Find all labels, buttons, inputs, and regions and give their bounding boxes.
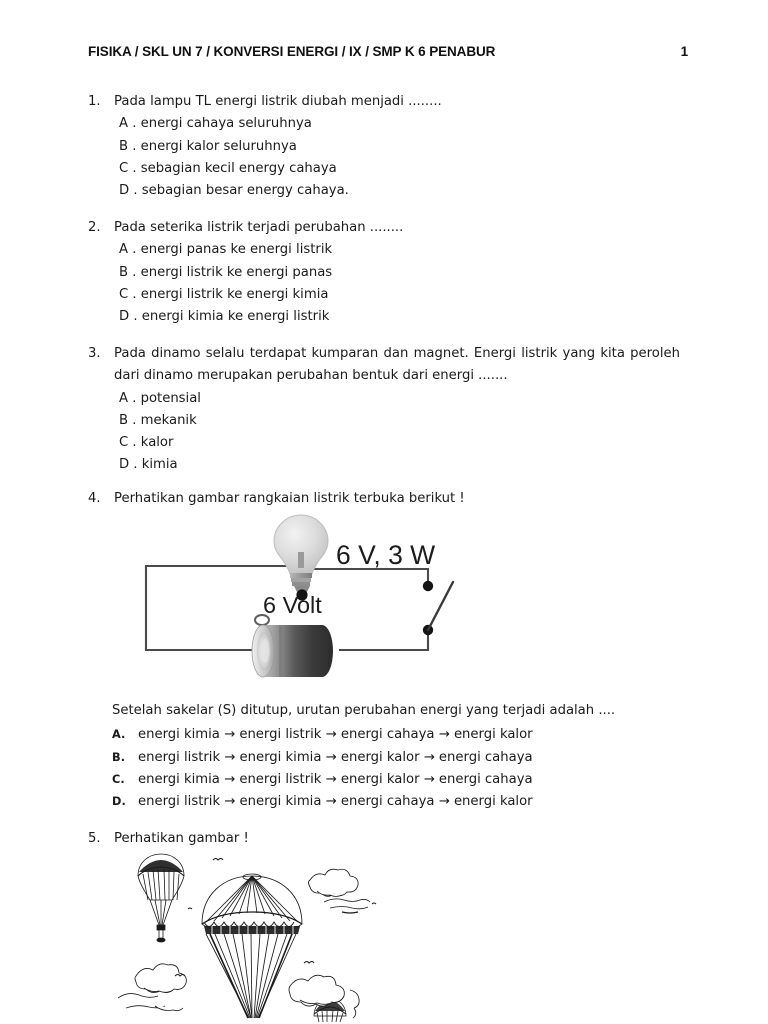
question-5-stem-row [88, 828, 558, 850]
question-1-options [119, 113, 558, 202]
question-4-stem: Perhatikan gambar rangkaian listrik terbuka berikut ! [114, 491, 465, 506]
question-1-option-a: A . energi cahaya seluruhnya [119, 116, 312, 132]
question-4-option-d-letter: D. [112, 795, 126, 809]
circuit-diagram-figure [140, 512, 470, 687]
question-2-stem: Pada seterika listrik terjadi perubahan ........ [114, 220, 404, 235]
question-2-option-a: A . energi panas ke energi listrik [119, 242, 333, 258]
parachute-illustration [118, 850, 380, 1024]
question-4-option-a-letter: A. [112, 728, 126, 742]
question-3-stem: Pada dinamo selalu terdapat kumparan dan magnet. Energi listrik yang kita peroleh dari dinamo merupakan perubahan bentuk dari energi ....... [114, 346, 680, 384]
question-1-number: 1. [88, 94, 101, 109]
question-4-option-b-text: energi listrik → energi kimia → energi kalor → energi cahaya [138, 749, 533, 765]
page-number: 1 [680, 44, 688, 59]
question-4-number: 4. [88, 491, 101, 506]
question-4-option-c [112, 769, 672, 791]
lamp-rating-label: 6 V, 3 W [336, 540, 436, 570]
question-4-stem-row [88, 488, 558, 510]
question-2-option-d: D . energi kimia ke energi listrik [119, 309, 330, 325]
question-4-option-c-letter: C. [112, 772, 125, 786]
question-2-option-c: C . energi listrik ke energi kimia [119, 286, 329, 302]
question-2 [88, 217, 558, 328]
question-1-stem: Pada lampu TL energi listrik diubah menjadi ........ [114, 94, 442, 109]
question-3-options [119, 388, 680, 477]
open-switch [423, 581, 453, 635]
question-4-option-c-text: energi kimia → energi listrik → energi kalor → energi cahaya [138, 771, 533, 787]
question-5 [88, 828, 558, 850]
question-4-option-b [112, 747, 672, 769]
question-2-number: 2. [88, 220, 101, 235]
switch-terminal-top [423, 581, 433, 591]
battery-voltage-label: 6 Volt [263, 592, 322, 618]
question-3 [88, 343, 680, 477]
question-2-stem-row [88, 217, 558, 239]
question-3-option-b: B . mekanik [119, 412, 197, 428]
question-2-option-b: B . energi listrik ke energi panas [119, 264, 333, 280]
question-5-number: 5. [88, 831, 101, 846]
question-4-option-d-text: energi listrik → energi kimia → energi cahaya → energi kalor [138, 794, 533, 810]
question-3-stem-row [88, 343, 680, 388]
question-4-option-a-text: energi kimia → energi listrik → energi cahaya → energi kalor [138, 727, 533, 743]
question-5-stem: Perhatikan gambar ! [114, 831, 249, 846]
question-4-options [112, 724, 672, 813]
question-1 [88, 91, 558, 202]
question-1-option-c: C . sebagian kecil energy cahaya [119, 160, 337, 176]
battery-cell-icon [252, 615, 333, 677]
question-1-option-b: B . energi kalor seluruhnya [119, 138, 297, 154]
question-4-option-b-letter: B. [112, 750, 126, 764]
question-4-option-d [112, 791, 672, 813]
question-3-option-d: D . kimia [119, 457, 178, 473]
question-4 [88, 488, 558, 510]
lamp-bulb-icon [274, 515, 328, 601]
document-header [88, 44, 688, 59]
question-3-number: 3. [88, 346, 101, 361]
header-title: FISIKA / SKL UN 7 / KONVERSI ENERGI / IX / SMP K 6 PENABUR [88, 44, 496, 59]
question-3-option-c: C . kalor [119, 435, 174, 451]
question-4-option-a [112, 724, 672, 746]
question-1-option-d: D . sebagian besar energy cahaya. [119, 183, 349, 199]
question-2-options [119, 239, 558, 328]
question-4-sub-stem: Setelah sakelar (S) ditutup, urutan perubahan energi yang terjadi adalah .... [112, 703, 616, 718]
question-1-stem-row [88, 91, 558, 113]
question-3-option-a: A . potensial [119, 390, 201, 406]
question-4-answer-block [112, 700, 672, 813]
